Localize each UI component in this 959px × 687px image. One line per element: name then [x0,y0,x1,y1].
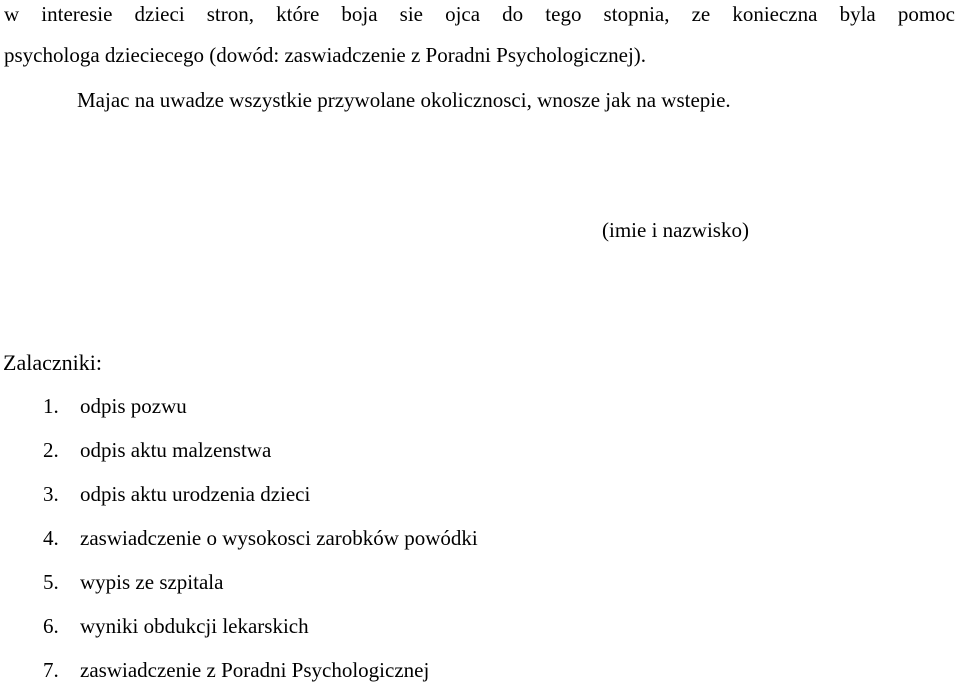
attachment-number: 5. [43,570,59,594]
attachment-number: 3. [43,482,59,506]
attachment-item [43,482,949,526]
attachment-label: zaswiadczenie o wysokosci zarobków powódki [80,526,478,550]
attachment-label: zaswiadczenie z Poradni Psychologicznej [80,658,430,682]
attachment-number: 6. [43,614,59,638]
attachment-label: odpis aktu urodzenia dzieci [80,482,311,506]
signature-caption: (imie i nazwisko) [602,218,749,242]
attachment-item [43,438,949,482]
attachments-list [43,394,949,687]
attachment-item [43,394,949,438]
body-paragraph-line-1: w interesie dzieci stron, które boja sie ojca do tego stopnia, ze konieczna byla pomoc [4,2,955,26]
attachment-item [43,526,949,570]
attachment-item [43,658,949,687]
attachment-label: wyniki obdukcji lekarskich [80,614,309,638]
attachments-heading: Zalaczniki: [3,350,102,375]
closing-paragraph: Majac na uwadze wszystkie przywolane okolicznosci, wnosze jak na wstepie. [77,88,731,112]
attachment-label: wypis ze szpitala [80,570,224,594]
attachment-number: 7. [43,658,59,682]
attachment-label: odpis pozwu [80,394,187,418]
body-paragraph-line-2: psychologa dzieciecego (dowód: zaswiadczenie z Poradni Psychologicznej). [4,43,647,67]
attachment-number: 2. [43,438,59,462]
attachment-item [43,570,949,614]
attachment-label: odpis aktu malzenstwa [80,438,272,462]
attachment-item [43,614,949,658]
attachment-number: 4. [43,526,59,550]
attachment-number: 1. [43,394,59,418]
